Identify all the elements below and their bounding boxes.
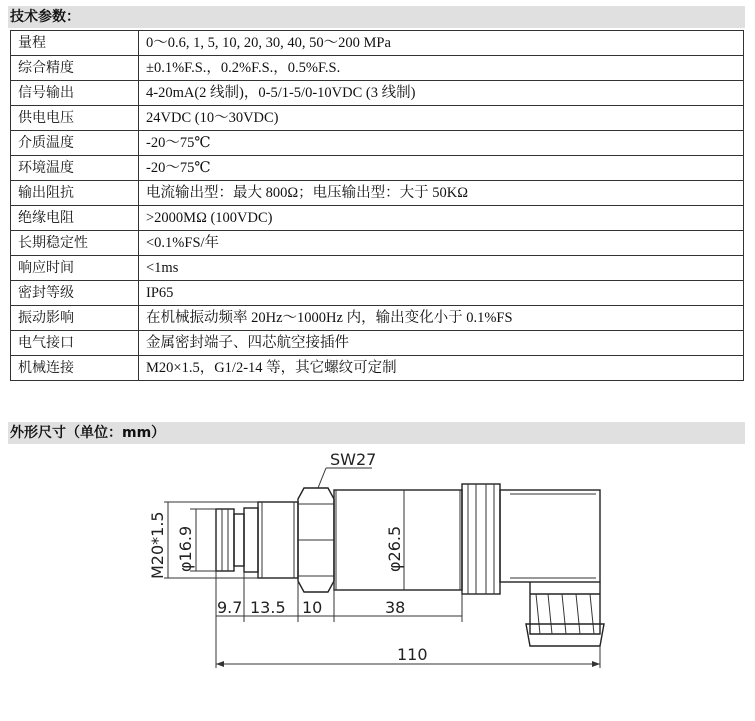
spec-value: 电流输出型：最大 800Ω；电压输出型：大于 50KΩ — [139, 181, 744, 206]
spec-value: 24VDC (10～30VDC) — [139, 106, 744, 131]
spec-row — [11, 256, 744, 281]
spec-label: 绝缘电阻 — [11, 206, 139, 231]
spec-row — [11, 231, 744, 256]
port-diameter-label: φ16.9 — [176, 525, 195, 572]
spec-value: IP65 — [139, 281, 744, 306]
spec-label: 信号输出 — [11, 81, 139, 106]
spec-label: 响应时间 — [11, 256, 139, 281]
spec-row — [11, 81, 744, 106]
spec-row — [11, 181, 744, 206]
dim-label-1: 9.7 — [217, 598, 243, 617]
spec-row — [11, 331, 744, 356]
spec-value: >2000MΩ (100VDC) — [139, 206, 744, 231]
spec-label: 长期稳定性 — [11, 231, 139, 256]
spec-row — [11, 306, 744, 331]
dim-label-2: 13.5 — [250, 598, 286, 617]
connector-collar — [462, 484, 500, 594]
spec-label: 机械连接 — [11, 356, 139, 381]
body-diameter-label: φ26.5 — [385, 525, 404, 572]
spec-value: M20×1.5，G1/2-14 等，其它螺纹可定制 — [139, 356, 744, 381]
spec-value: 4-20mA(2 线制)，0-5/1-5/0-10VDC (3 线制) — [139, 81, 744, 106]
spec-value: 在机械振动频率 20Hz～1000Hz 内，输出变化小于 0.1%FS — [139, 306, 744, 331]
spec-label: 输出阻抗 — [11, 181, 139, 206]
spec-label: 振动影响 — [11, 306, 139, 331]
dim-label-3: 10 — [302, 598, 323, 617]
spec-value: 0～0.6, 1, 5, 10, 20, 30, 40, 50～200 MPa — [139, 31, 744, 56]
specs-table — [10, 30, 744, 381]
spec-row — [11, 31, 744, 56]
spec-row — [11, 206, 744, 231]
spec-label: 供电电压 — [11, 106, 139, 131]
thread-size-label: M20*1.5 — [148, 511, 167, 579]
spec-label: 综合精度 — [11, 56, 139, 81]
spec-row — [11, 131, 744, 156]
total-length-label: 110 — [397, 645, 428, 664]
spec-row — [11, 56, 744, 81]
spec-label: 量程 — [11, 31, 139, 56]
sensor-dimension-drawing — [0, 444, 755, 721]
dimensions-section-header: 外形尺寸（单位：mm） — [8, 422, 745, 444]
angle-connector-housing — [500, 490, 604, 646]
spec-label: 电气接口 — [11, 331, 139, 356]
spec-label: 密封等级 — [11, 281, 139, 306]
spec-label: 环境温度 — [11, 156, 139, 181]
wrench-size-label: SW27 — [330, 450, 377, 469]
dim-label-4: 38 — [385, 598, 406, 617]
spec-value: <1ms — [139, 256, 744, 281]
spec-value: ±0.1%F.S.，0.2%F.S.，0.5%F.S. — [139, 56, 744, 81]
hex-nut — [298, 488, 334, 592]
spec-value: 金属密封端子、四芯航空接插件 — [139, 331, 744, 356]
pressure-port — [216, 502, 298, 578]
spec-row — [11, 356, 744, 381]
spec-row — [11, 106, 744, 131]
spec-value: -20～75℃ — [139, 131, 744, 156]
spec-value: <0.1%FS/年 — [139, 231, 744, 256]
spec-value: -20～75℃ — [139, 156, 744, 181]
specs-section-header: 技术参数： — [8, 6, 745, 28]
wrench-leader-line — [318, 468, 326, 488]
spec-label: 介质温度 — [11, 131, 139, 156]
spec-row — [11, 156, 744, 181]
spec-row — [11, 281, 744, 306]
